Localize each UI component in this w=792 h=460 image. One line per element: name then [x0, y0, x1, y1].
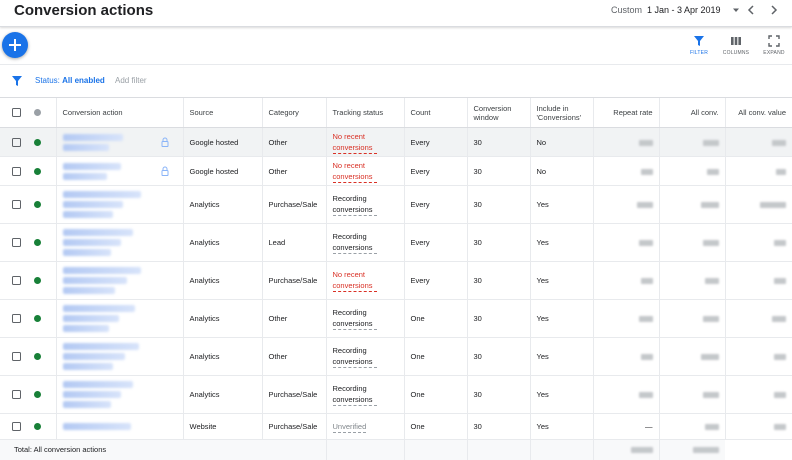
tracking-status-cell[interactable]: [326, 414, 404, 440]
conversion-action-name[interactable]: [56, 224, 183, 262]
conversion-window-cell: 30: [467, 186, 530, 224]
count-cell: Every: [404, 262, 467, 300]
redacted-text: [63, 239, 121, 246]
conversion-window-cell: 30: [467, 414, 530, 440]
redacted-value: [703, 392, 719, 398]
redacted-text: [63, 381, 133, 388]
all-conv-value-cell: [725, 186, 792, 224]
redacted-text: [63, 277, 127, 284]
source-cell: Analytics: [183, 338, 262, 376]
conversion-action-name[interactable]: [56, 300, 183, 338]
include-in-conversions-cell: Yes: [530, 224, 593, 262]
all-conv-value-cell: [725, 157, 792, 186]
conversion-window-cell: 30: [467, 338, 530, 376]
redacted-value: [639, 240, 653, 246]
status-filter-chip[interactable]: [35, 76, 105, 85]
enabled-status-dot: [34, 139, 41, 146]
source-cell: Analytics: [183, 300, 262, 338]
column-header-all-conv[interactable]: All conv.: [659, 98, 725, 128]
column-header-all-conv-value[interactable]: All conv. value: [725, 98, 792, 128]
all-conv-value-cell: [725, 262, 792, 300]
conversion-actions-table: [0, 97, 792, 460]
lock-icon: [161, 166, 169, 176]
columns-icon: [730, 35, 742, 47]
row-checkbox[interactable]: [12, 390, 21, 399]
table-row[interactable]: [0, 338, 792, 376]
enabled-status-dot: [34, 201, 41, 208]
redacted-value: [639, 392, 653, 398]
table-row[interactable]: [0, 262, 792, 300]
tracking-status[interactable]: Unverified: [332, 421, 367, 431]
redacted-text: [63, 144, 109, 151]
count-cell: One: [404, 300, 467, 338]
all-conv-value-cell: [725, 338, 792, 376]
repeat-rate-cell: [593, 262, 659, 300]
tracking-status-cell[interactable]: [326, 128, 404, 157]
redacted-text: [63, 391, 121, 398]
column-header-category[interactable]: Category: [262, 98, 326, 128]
category-cell: Other: [262, 128, 326, 157]
chevron-left-icon[interactable]: [745, 3, 757, 17]
tracking-status[interactable]: No recent conversions: [333, 160, 377, 183]
conversion-action-name[interactable]: [56, 262, 183, 300]
redacted-value: [639, 316, 653, 322]
redacted-text: [63, 134, 123, 141]
redacted-value: [774, 392, 786, 398]
redacted-value: [760, 202, 786, 208]
enabled-status-dot: [34, 277, 41, 284]
chevron-right-icon[interactable]: [768, 3, 780, 17]
column-header-include-in-conversions[interactable]: Include in 'Conversions': [530, 98, 593, 128]
conversion-action-name[interactable]: [56, 157, 183, 186]
fullscreen-icon: [768, 35, 780, 47]
row-checkbox[interactable]: [12, 422, 21, 431]
conversion-window-cell: 30: [467, 128, 530, 157]
redacted-value: [772, 316, 786, 322]
include-in-conversions-cell: Yes: [530, 338, 593, 376]
tracking-status-cell[interactable]: [326, 338, 404, 376]
redacted-value: [637, 202, 653, 208]
tracking-status[interactable]: Recording conversions: [333, 345, 377, 368]
add-filter-link[interactable]: Add filter: [115, 76, 147, 85]
category-cell: Other: [262, 300, 326, 338]
redacted-text: [63, 229, 133, 236]
conversion-window-cell: 30: [467, 224, 530, 262]
row-checkbox[interactable]: [12, 352, 21, 361]
add-conversion-button[interactable]: [2, 32, 28, 58]
redacted-text: [63, 325, 109, 332]
include-in-conversions-cell: No: [530, 128, 593, 157]
repeat-rate-cell: —: [593, 414, 659, 440]
all-conv-cell: [659, 224, 725, 262]
table-row[interactable]: [0, 414, 792, 440]
redacted-value: [774, 424, 786, 430]
redacted-text: [63, 353, 125, 360]
total-all-conv: [593, 440, 659, 460]
tracking-status[interactable]: Recording conversions: [333, 193, 377, 216]
category-cell: Purchase/Sale: [262, 186, 326, 224]
repeat-rate-cell: [593, 224, 659, 262]
include-in-conversions-cell: Yes: [530, 262, 593, 300]
redacted-value: [774, 354, 786, 360]
redacted-text: [63, 305, 135, 312]
funnel-icon: [693, 35, 705, 47]
conversion-window-cell: 30: [467, 262, 530, 300]
columns-button-label: COLUMNS: [722, 50, 750, 56]
columns-button[interactable]: [719, 35, 753, 61]
category-cell: Lead: [262, 224, 326, 262]
source-cell: Analytics: [183, 186, 262, 224]
all-conv-cell: [659, 157, 725, 186]
tracking-status-cell[interactable]: [326, 157, 404, 186]
category-cell: Other: [262, 338, 326, 376]
row-checkbox[interactable]: [12, 200, 21, 209]
divider: [0, 64, 792, 65]
redacted-text: [63, 315, 119, 322]
redacted-text: [63, 249, 111, 256]
column-header-conversion-window[interactable]: Conversion window: [467, 98, 530, 128]
filter-button[interactable]: [682, 35, 716, 61]
redacted-value: [641, 354, 653, 360]
tracking-status-cell[interactable]: [326, 376, 404, 414]
include-in-conversions-cell: No: [530, 157, 593, 186]
tracking-status[interactable]: No recent conversions: [333, 269, 377, 292]
caret-down-icon[interactable]: [731, 5, 741, 15]
repeat-rate-cell: [593, 128, 659, 157]
funnel-icon[interactable]: [11, 75, 23, 87]
tracking-status[interactable]: Recording conversions: [333, 307, 377, 330]
count-cell: Every: [404, 157, 467, 186]
redacted-text: [63, 401, 111, 408]
redacted-value: [774, 278, 786, 284]
category-cell: Purchase/Sale: [262, 262, 326, 300]
redacted-text: [63, 423, 131, 430]
all-conv-value-cell: [725, 300, 792, 338]
table-row[interactable]: [0, 128, 792, 157]
redacted-text: [63, 363, 113, 370]
column-header-tracking-status[interactable]: Tracking status: [326, 98, 404, 128]
redacted-text: [63, 267, 141, 274]
redacted-value: [701, 202, 719, 208]
count-cell: One: [404, 376, 467, 414]
all-conv-cell: [659, 300, 725, 338]
enabled-status-dot: [34, 423, 41, 430]
row-checkbox[interactable]: [12, 167, 21, 176]
redacted-text: [63, 287, 115, 294]
total-row: [0, 440, 792, 460]
source-cell: Analytics: [183, 224, 262, 262]
row-checkbox[interactable]: [12, 238, 21, 247]
conversion-window-cell: 30: [467, 376, 530, 414]
page-title: Conversion actions: [14, 2, 154, 19]
enabled-status-dot: [34, 391, 41, 398]
include-in-conversions-cell: Yes: [530, 186, 593, 224]
repeat-rate-cell: [593, 338, 659, 376]
tracking-status[interactable]: Recording conversions: [333, 231, 377, 254]
conversion-action-name[interactable]: [56, 376, 183, 414]
category-cell: Other: [262, 157, 326, 186]
source-cell: Analytics: [183, 262, 262, 300]
redacted-value: [707, 169, 719, 175]
all-conv-cell: [659, 376, 725, 414]
column-header-count[interactable]: Count: [404, 98, 467, 128]
redacted-value: [703, 316, 719, 322]
redacted-value: [703, 240, 719, 246]
tracking-status-cell[interactable]: [326, 224, 404, 262]
redacted-value: [641, 169, 653, 175]
redacted-value: [701, 354, 719, 360]
redacted-text: [63, 191, 141, 198]
all-conv-cell: [659, 262, 725, 300]
table-row[interactable]: [0, 376, 792, 414]
redacted-value: [772, 140, 786, 146]
source-cell: Website: [183, 414, 262, 440]
row-checkbox[interactable]: [12, 138, 21, 147]
include-in-conversions-cell: Yes: [530, 376, 593, 414]
include-in-conversions-cell: Yes: [530, 414, 593, 440]
all-conv-cell: [659, 338, 725, 376]
repeat-rate-cell: [593, 186, 659, 224]
count-cell: One: [404, 414, 467, 440]
column-header-repeat-rate[interactable]: Repeat rate: [593, 98, 659, 128]
redacted-value: [705, 424, 719, 430]
count-cell: Every: [404, 128, 467, 157]
category-cell: Purchase/Sale: [262, 414, 326, 440]
total-all-conv-value: [659, 440, 725, 460]
all-conv-value-cell: [725, 414, 792, 440]
conversion-action-name[interactable]: [56, 186, 183, 224]
status-filter-value: All enabled: [62, 76, 105, 85]
total-label: Total: All conversion actions: [0, 440, 326, 460]
table-row[interactable]: [0, 224, 792, 262]
source-cell: Google hosted: [183, 157, 262, 186]
row-checkbox[interactable]: [12, 314, 21, 323]
redacted-value: [703, 140, 719, 146]
tracking-status[interactable]: No recent conversions: [333, 131, 377, 154]
count-cell: One: [404, 338, 467, 376]
expand-button[interactable]: [757, 35, 791, 61]
repeat-rate-cell: [593, 300, 659, 338]
enabled-status-dot: [34, 353, 41, 360]
table-row[interactable]: [0, 186, 792, 224]
redacted-text: [63, 163, 121, 170]
redacted-value: [774, 240, 786, 246]
tracking-status-cell[interactable]: [326, 262, 404, 300]
all-conv-value-cell: [725, 128, 792, 157]
conversion-action-name[interactable]: [56, 414, 183, 440]
count-cell: Every: [404, 224, 467, 262]
tracking-status-cell[interactable]: [326, 300, 404, 338]
conversion-action-name[interactable]: [56, 128, 183, 157]
status-filter-prefix: Status:: [35, 76, 60, 85]
top-bar: [0, 0, 792, 27]
plus-icon: [8, 38, 22, 52]
source-cell: Google hosted: [183, 128, 262, 157]
lock-icon: [161, 137, 169, 147]
count-cell: Every: [404, 186, 467, 224]
filter-button-label: FILTER: [689, 50, 709, 56]
redacted-value: [641, 278, 653, 284]
all-conv-cell: [659, 414, 725, 440]
enabled-status-dot: [34, 168, 41, 175]
enabled-status-dot: [34, 239, 41, 246]
include-in-conversions-cell: Yes: [530, 300, 593, 338]
repeat-rate-cell: [593, 157, 659, 186]
category-cell: Purchase/Sale: [262, 376, 326, 414]
expand-button-label: EXPAND: [763, 50, 785, 56]
row-checkbox[interactable]: [12, 276, 21, 285]
redacted-value: [639, 140, 653, 146]
table-row[interactable]: [0, 157, 792, 186]
status-column-icon: [34, 109, 41, 116]
select-all-checkbox[interactable]: [12, 108, 21, 117]
redacted-text: [63, 211, 113, 218]
redacted-value: [705, 278, 719, 284]
redacted-value: [776, 169, 786, 175]
date-range-label: Custom: [611, 5, 643, 15]
redacted-text: [63, 343, 139, 350]
column-header-conversion-action[interactable]: Conversion action: [56, 98, 183, 128]
conversion-window-cell: 30: [467, 300, 530, 338]
all-conv-value-cell: [725, 376, 792, 414]
enabled-status-dot: [34, 315, 41, 322]
tracking-status-cell[interactable]: [326, 186, 404, 224]
column-header-source[interactable]: Source: [183, 98, 262, 128]
tracking-status[interactable]: Recording conversions: [333, 383, 377, 406]
all-conv-value-cell: [725, 224, 792, 262]
all-conv-cell: [659, 128, 725, 157]
all-conv-cell: [659, 186, 725, 224]
conversion-window-cell: 30: [467, 157, 530, 186]
table-header-row: [0, 98, 792, 128]
table-row[interactable]: [0, 300, 792, 338]
repeat-rate-cell: [593, 376, 659, 414]
date-range-picker[interactable]: 1 Jan - 3 Apr 2019: [647, 5, 721, 15]
conversion-action-name[interactable]: [56, 338, 183, 376]
redacted-text: [63, 201, 123, 208]
redacted-text: [63, 173, 107, 180]
source-cell: Analytics: [183, 376, 262, 414]
